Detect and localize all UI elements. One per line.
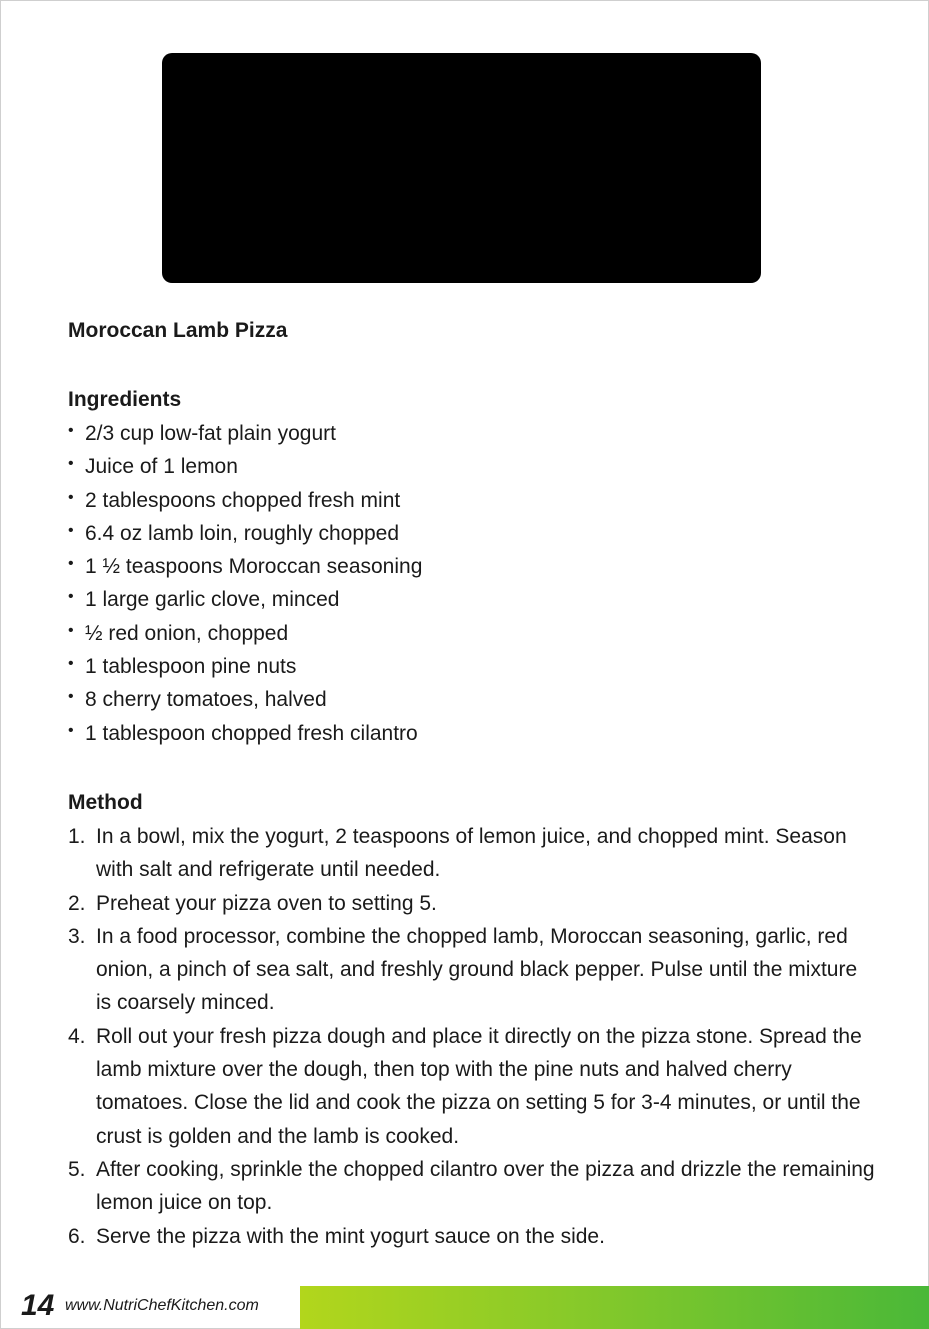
ingredient-item <box>68 417 878 450</box>
step-number: 4. <box>68 1024 86 1048</box>
bullet-icon: • <box>68 721 74 739</box>
step-text: In a bowl, mix the yogurt, 2 teaspoons of lemon juice, and chopped mint. Season with salt and refrigerate until needed. <box>96 824 847 882</box>
step-text: Roll out your fresh pizza dough and place it directly on the pizza stone. Spread the lamb mixture over the dough, then top with the pine nuts and halved cherry tomatoes. Close the lid and cook the pizza on setting 5 for 3-4 minutes, or until the crust is golden and the lamb is cooked. <box>96 1024 862 1148</box>
recipe-photo <box>162 53 761 283</box>
bullet-icon: • <box>68 655 74 673</box>
ingredient-item <box>68 517 878 550</box>
ingredient-item <box>68 583 878 616</box>
ingredient-item <box>68 484 878 517</box>
method-heading: Method <box>68 790 143 814</box>
footer-accent-bar <box>300 1286 929 1329</box>
method-step <box>68 1153 878 1220</box>
step-number: 2. <box>68 891 86 915</box>
step-text: Serve the pizza with the mint yogurt sauce on the side. <box>96 1224 605 1248</box>
bullet-icon: • <box>68 555 74 573</box>
ingredients-list <box>68 417 878 750</box>
method-step <box>68 920 878 1020</box>
method-steps-list <box>68 820 878 1253</box>
step-number: 6. <box>68 1224 86 1248</box>
ingredient-text: 1 tablespoon chopped fresh cilantro <box>85 721 418 745</box>
bullet-icon: • <box>68 588 74 606</box>
method-step <box>68 1020 878 1153</box>
ingredient-item <box>68 683 878 716</box>
method-step <box>68 887 878 920</box>
method-step <box>68 820 878 887</box>
recipe-content <box>68 316 878 1253</box>
bullet-icon: • <box>68 521 74 539</box>
ingredient-text: ½ red onion, chopped <box>85 621 289 645</box>
bullet-icon: • <box>68 488 74 506</box>
ingredient-text: 1 tablespoon pine nuts <box>85 655 297 679</box>
ingredient-text: 8 cherry tomatoes, halved <box>85 688 327 712</box>
bullet-icon: • <box>68 621 74 639</box>
ingredient-text: Juice of 1 lemon <box>85 455 238 479</box>
ingredients-heading: Ingredients <box>68 388 182 411</box>
ingredient-text: 2/3 cup low-fat plain yogurt <box>85 422 336 445</box>
step-number: 3. <box>68 924 86 948</box>
step-text: In a food processor, combine the chopped lamb, Moroccan seasoning, garlic, red onion, a pinch of sea salt, and freshly ground black pepper. Pulse until the mixture is coarsely minced. <box>96 924 858 1015</box>
ingredient-item <box>68 617 878 650</box>
step-number: 5. <box>68 1157 86 1181</box>
ingredient-text: 6.4 oz lamb loin, roughly chopped <box>85 521 400 545</box>
page-number: 14 <box>21 1289 55 1322</box>
ingredient-item <box>68 550 878 583</box>
ingredient-item <box>68 650 878 683</box>
step-number: 1. <box>68 824 86 848</box>
website-link[interactable]: www.NutriChefKitchen.com <box>65 1297 259 1314</box>
step-text: After cooking, sprinkle the chopped cilantro over the pizza and drizzle the remaining lemon juice on top. <box>96 1157 875 1215</box>
method-step <box>68 1220 878 1253</box>
bullet-icon: • <box>68 422 74 439</box>
step-text: Preheat your pizza oven to setting 5. <box>96 891 437 915</box>
ingredient-item <box>68 717 878 750</box>
ingredient-text: 2 tablespoons chopped fresh mint <box>85 488 401 512</box>
ingredient-item <box>68 450 878 483</box>
bullet-icon: • <box>68 688 74 706</box>
page-footer <box>0 1286 929 1329</box>
ingredient-text: 1 ½ teaspoons Moroccan seasoning <box>85 555 423 579</box>
ingredient-text: 1 large garlic clove, minced <box>85 588 340 612</box>
recipe-title: Moroccan Lamb Pizza <box>68 319 288 342</box>
bullet-icon: • <box>68 455 74 473</box>
